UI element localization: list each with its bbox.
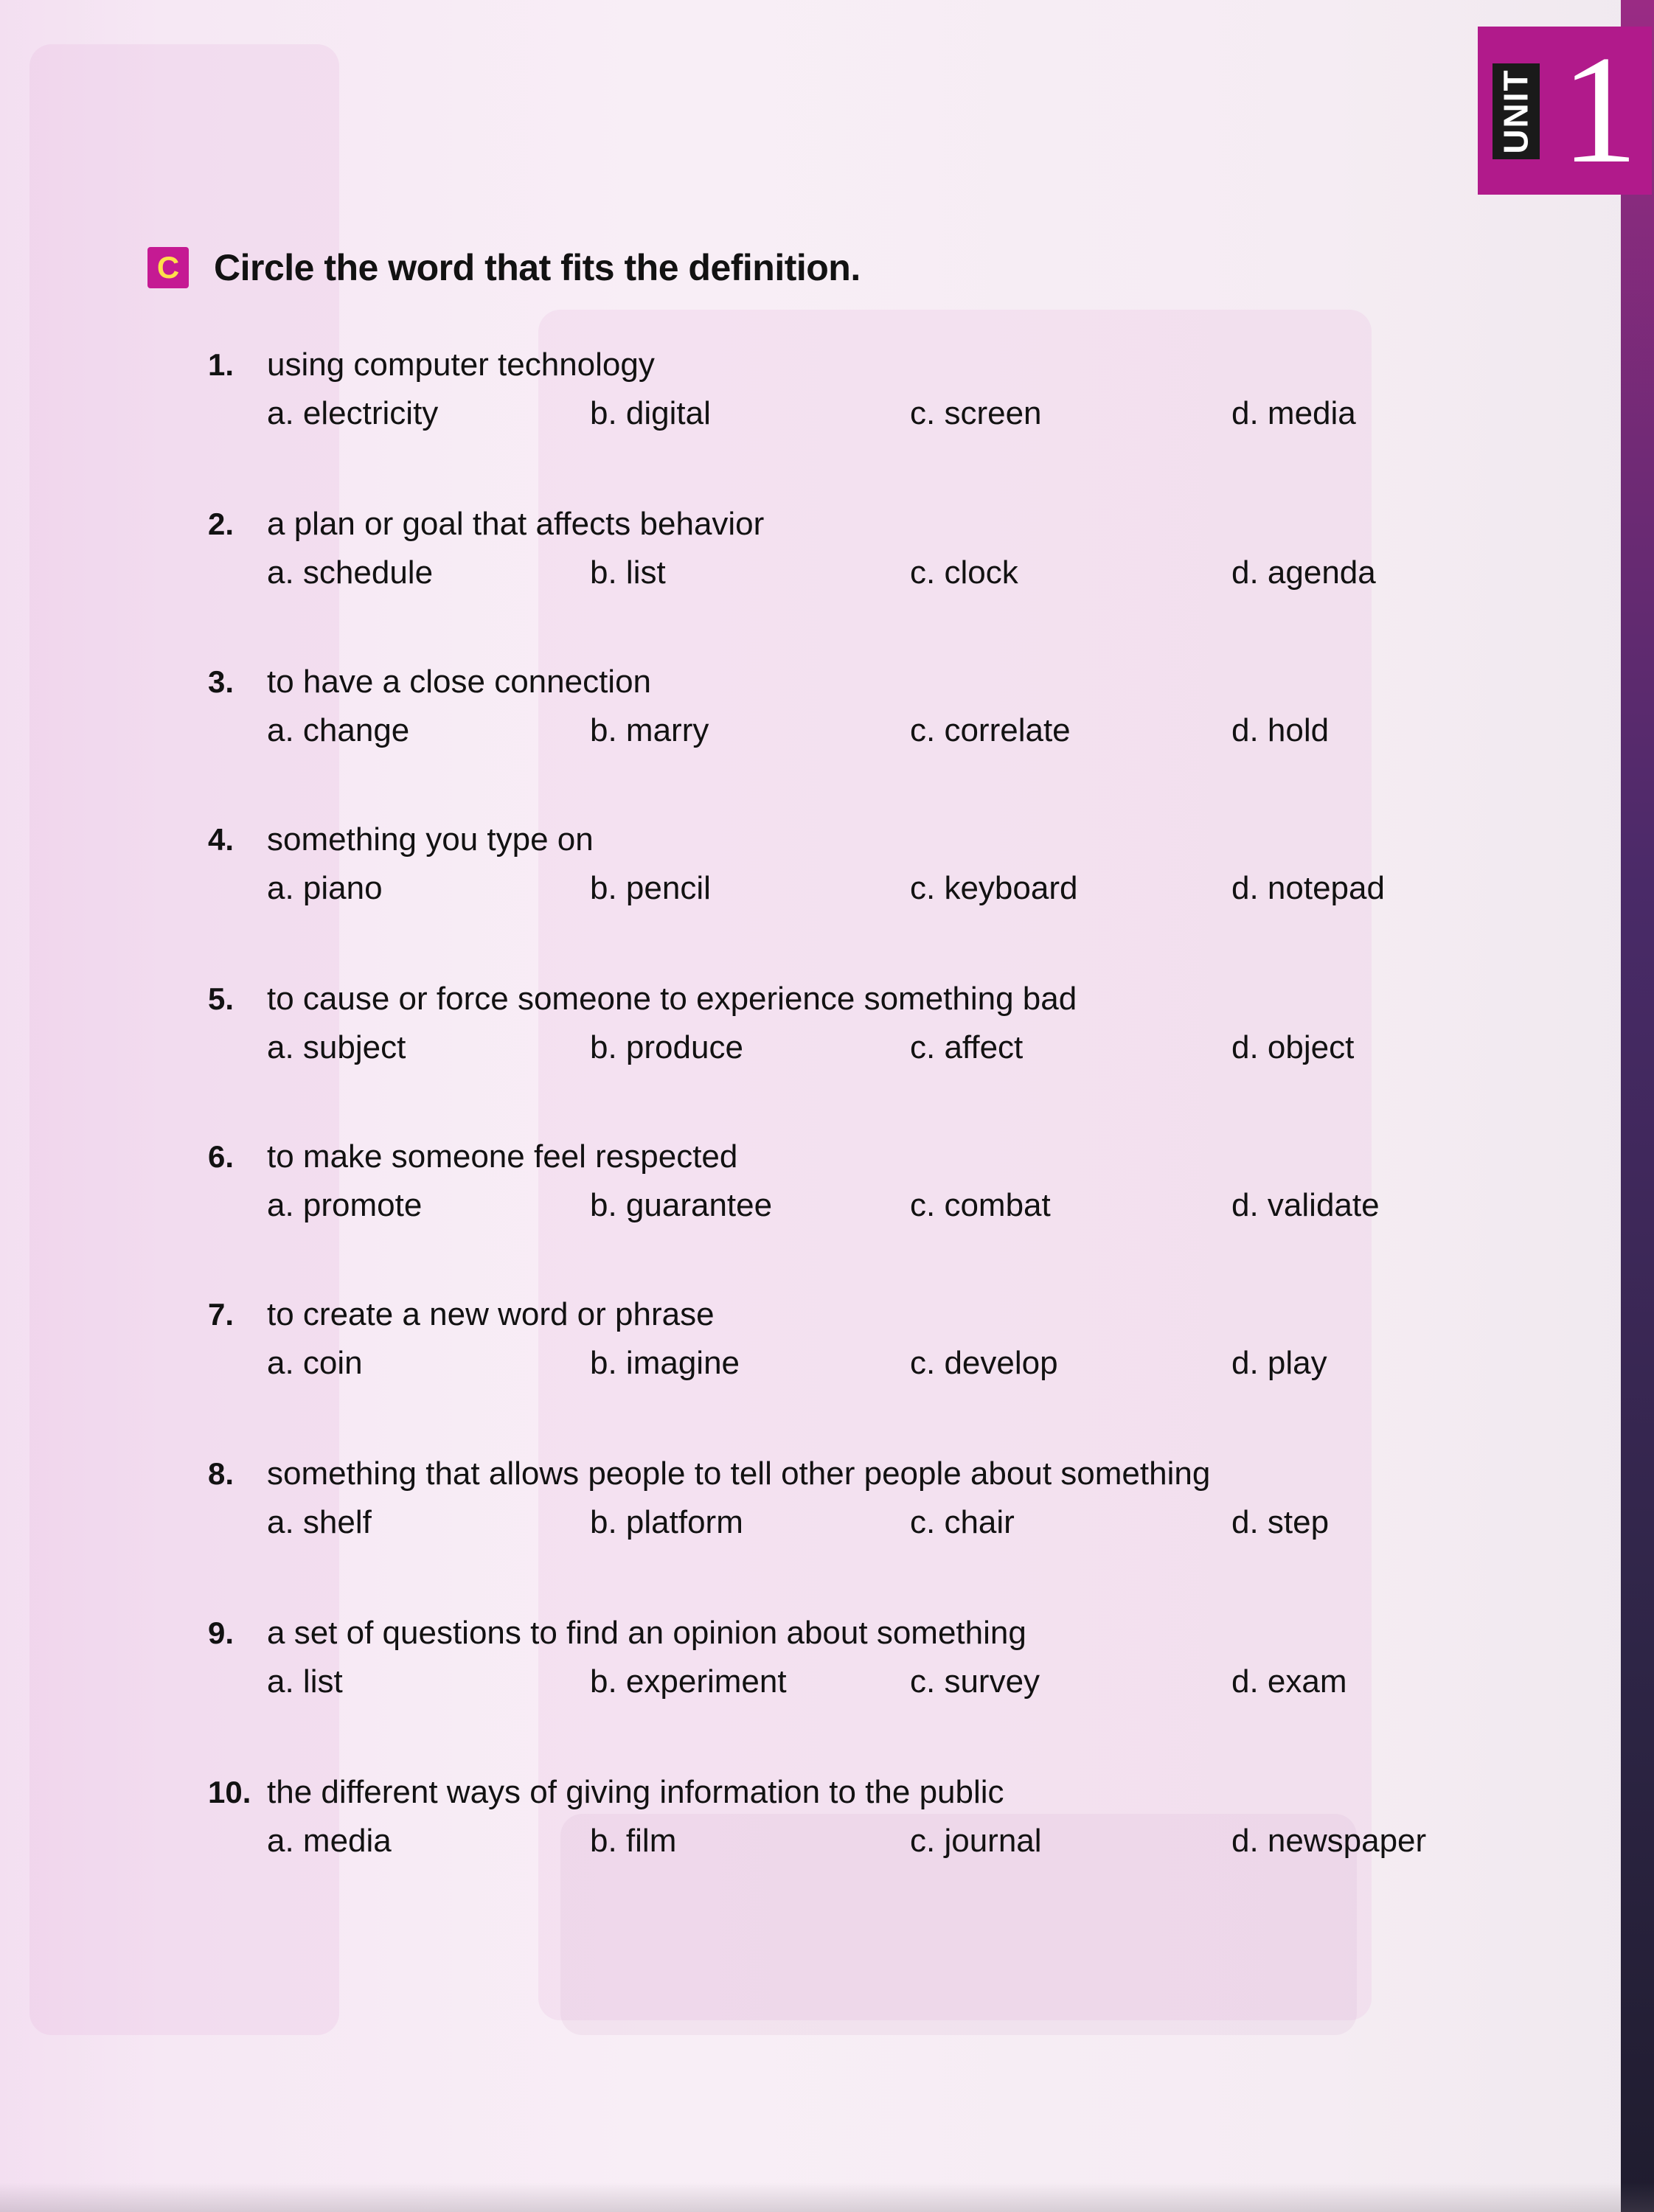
question-8 <box>208 1455 1462 1556</box>
option-b[interactable]: b. marry <box>590 712 709 748</box>
option-a[interactable]: a. promote <box>267 1187 423 1223</box>
option-c[interactable]: c. keyboard <box>910 870 1078 906</box>
option-d[interactable]: d. object <box>1231 1029 1355 1065</box>
answer-options <box>208 870 1462 922</box>
question-6 <box>208 1138 1462 1239</box>
option-a[interactable]: a. shelf <box>267 1504 372 1540</box>
option-b[interactable]: b. imagine <box>590 1345 740 1381</box>
option-d[interactable]: d. validate <box>1231 1187 1380 1223</box>
answer-options <box>208 1345 1462 1397</box>
unit-label: UNIT <box>1497 69 1536 154</box>
option-a[interactable]: a. change <box>267 712 410 748</box>
option-d[interactable]: d. agenda <box>1231 554 1376 591</box>
section-letter-badge: C <box>147 247 189 288</box>
question-3 <box>208 664 1462 764</box>
option-c[interactable]: c. journal <box>910 1823 1042 1859</box>
option-c[interactable]: c. chair <box>910 1504 1015 1540</box>
question-definition: something you type on <box>267 821 594 858</box>
option-d[interactable]: d. hold <box>1231 712 1330 748</box>
question-definition: using computer technology <box>267 347 655 383</box>
option-a[interactable]: a. list <box>267 1663 343 1700</box>
question-number: 3. <box>208 664 234 699</box>
question-definition: to make someone feel respected <box>267 1138 738 1175</box>
option-c[interactable]: c. combat <box>910 1187 1051 1223</box>
question-definition: a plan or goal that affects behavior <box>267 506 765 542</box>
question-number: 9. <box>208 1615 234 1650</box>
question-number: 5. <box>208 981 234 1016</box>
question-7 <box>208 1296 1462 1397</box>
option-d[interactable]: d. exam <box>1231 1663 1347 1700</box>
question-number: 4. <box>208 822 234 857</box>
unit-number: 1 <box>1560 24 1639 195</box>
question-definition: something that allows people to tell other people about something <box>267 1455 1211 1492</box>
option-d[interactable]: d. play <box>1231 1345 1327 1381</box>
question-9 <box>208 1615 1462 1715</box>
question-10 <box>208 1774 1462 1874</box>
option-b[interactable]: b. platform <box>590 1504 743 1540</box>
unit-tab <box>1478 24 1652 195</box>
option-d[interactable]: d. step <box>1231 1504 1330 1540</box>
question-definition: to create a new word or phrase <box>267 1296 715 1332</box>
answer-options <box>208 554 1462 606</box>
section-instruction: Circle the word that fits the definition. <box>214 247 861 288</box>
option-d[interactable]: d. newspaper <box>1231 1823 1427 1859</box>
option-c[interactable]: c. affect <box>910 1029 1024 1065</box>
option-a[interactable]: a. schedule <box>267 554 434 591</box>
option-a[interactable]: a. media <box>267 1823 392 1859</box>
option-d[interactable]: d. media <box>1231 395 1356 431</box>
option-b[interactable]: b. experiment <box>590 1663 787 1700</box>
option-a[interactable]: a. coin <box>267 1345 363 1381</box>
question-number: 10. <box>208 1775 251 1809</box>
option-b[interactable]: b. pencil <box>590 870 711 906</box>
question-1 <box>208 347 1462 447</box>
option-b[interactable]: b. list <box>590 554 666 591</box>
page-edge-shadow <box>1621 0 1654 2212</box>
option-c[interactable]: c. survey <box>910 1663 1040 1700</box>
option-c[interactable]: c. screen <box>910 395 1042 431</box>
option-a[interactable]: a. subject <box>267 1029 406 1065</box>
question-5 <box>208 981 1462 1081</box>
unit-label-box <box>1493 63 1540 159</box>
question-definition: a set of questions to find an opinion about something <box>267 1615 1026 1651</box>
section-header <box>147 246 861 289</box>
option-d[interactable]: d. notepad <box>1231 870 1385 906</box>
question-definition: the different ways of giving information to the public <box>267 1774 1004 1810</box>
option-a[interactable]: a. piano <box>267 870 383 906</box>
option-c[interactable]: c. clock <box>910 554 1018 591</box>
question-definition: to cause or force someone to experience something bad <box>267 981 1077 1017</box>
question-number: 1. <box>208 347 234 382</box>
question-definition: to have a close connection <box>267 664 652 700</box>
page-bottom-shadow <box>0 2183 1654 2212</box>
question-4 <box>208 821 1462 922</box>
option-b[interactable]: b. produce <box>590 1029 743 1065</box>
answer-options <box>208 712 1462 764</box>
answer-options <box>208 1187 1462 1239</box>
question-2 <box>208 506 1462 606</box>
answer-options <box>208 1029 1462 1081</box>
answer-options <box>208 1663 1462 1715</box>
answer-options <box>208 1823 1462 1874</box>
question-number: 2. <box>208 507 234 541</box>
option-b[interactable]: b. guarantee <box>590 1187 773 1223</box>
question-number: 6. <box>208 1139 234 1174</box>
option-b[interactable]: b. digital <box>590 395 711 431</box>
question-number: 8. <box>208 1456 234 1491</box>
answer-options <box>208 1504 1462 1556</box>
answer-options <box>208 395 1462 447</box>
question-number: 7. <box>208 1297 234 1332</box>
option-c[interactable]: c. develop <box>910 1345 1058 1381</box>
option-c[interactable]: c. correlate <box>910 712 1071 748</box>
option-a[interactable]: a. electricity <box>267 395 439 431</box>
option-b[interactable]: b. film <box>590 1823 677 1859</box>
